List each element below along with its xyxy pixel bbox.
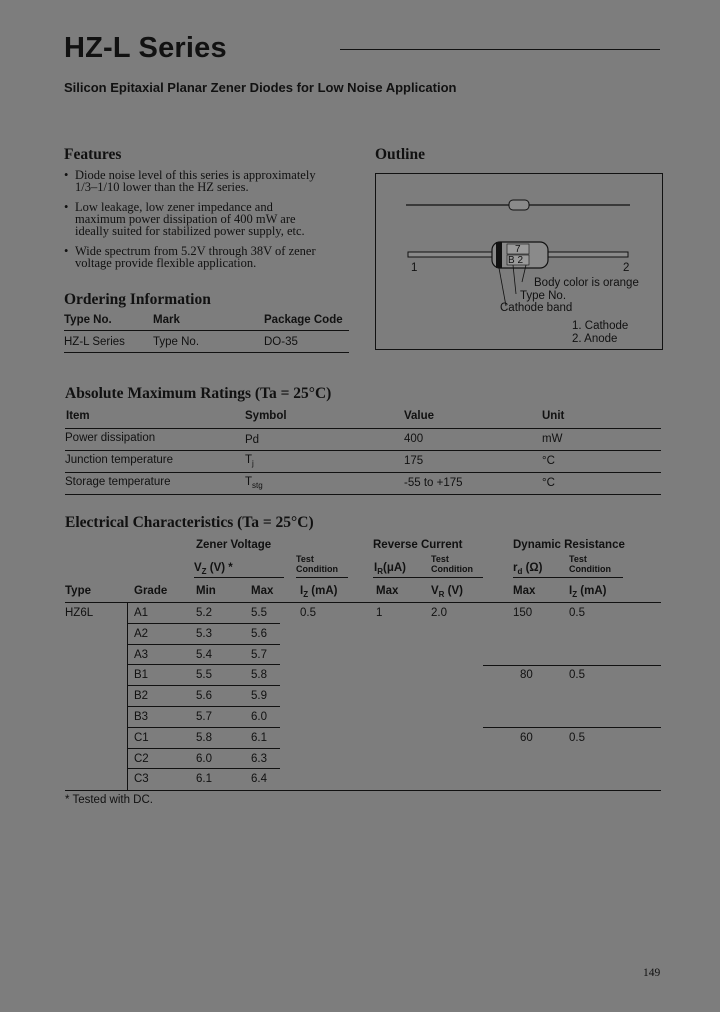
vz-max-cell: 6.3 (251, 753, 267, 765)
grade-cell: C3 (134, 773, 149, 785)
amr-symbol-text: T (245, 454, 253, 466)
iz-symbol: I (300, 585, 304, 597)
vz-min-cell: 5.7 (196, 711, 212, 723)
elec-test-iz: 0.5 (300, 607, 316, 619)
feature-line: maximum power dissipation of 400 mW are (75, 212, 296, 226)
vz-symbol: V (194, 562, 202, 574)
grade-cell: A3 (134, 649, 149, 661)
amr-unit: °C (542, 477, 555, 489)
grade-row-rule (127, 706, 280, 707)
amr-col-value: Value (404, 410, 435, 422)
iz2-unit: (mA) (577, 585, 607, 597)
dyn-rd: 60 (520, 732, 533, 744)
amr-col-unit: Unit (542, 410, 565, 422)
elec-group-rule (194, 577, 284, 578)
vz-max-cell: 5.9 (251, 690, 267, 702)
grade-cell: A1 (134, 607, 149, 619)
vz-min-cell: 5.8 (196, 732, 212, 744)
elec-condition-3: Condition (569, 564, 611, 574)
elec-group-rule (513, 577, 623, 578)
grade-row-rule (127, 748, 280, 749)
pin-label-cathode: 1. Cathode (572, 320, 629, 332)
grade-row-rule (127, 623, 280, 624)
elec-header-rule (65, 602, 661, 603)
vz-min-cell: 5.5 (196, 669, 212, 681)
elec-test-2: Test (431, 554, 449, 564)
rd-sub: d (517, 567, 523, 576)
amr-symbol-text: Pd (245, 434, 260, 446)
grade-row-rule (127, 685, 280, 686)
elec-bottom-rule (65, 790, 661, 791)
vz-sub: Z (201, 567, 207, 576)
amr-bottom-rule (65, 494, 661, 495)
ir-sub: R (377, 567, 383, 576)
grade-row-rule (127, 664, 280, 665)
elec-group-rule (296, 577, 348, 578)
elec-col-type: Type (65, 585, 91, 597)
ordering-cell: DO-35 (264, 336, 298, 348)
amr-item: Power dissipation (65, 432, 156, 444)
vz-max-cell: 5.5 (251, 607, 267, 619)
ordering-cell: HZ-L Series (64, 336, 125, 348)
grade-column-divider (127, 602, 128, 790)
grade-cell: B1 (134, 669, 149, 681)
page-number: 149 (643, 967, 661, 979)
amr-value: 175 (404, 455, 424, 467)
feature-bullet: • (64, 168, 69, 182)
elec-type-value: HZ6L (65, 607, 94, 619)
elec-group-rule (373, 577, 483, 578)
grade-cell: C2 (134, 753, 149, 765)
ordering-col-type: Type No. (64, 314, 112, 326)
page-title: HZ-L Series (64, 32, 227, 64)
amr-col-symbol: Symbol (245, 410, 287, 422)
elec-group-dynamic: Dynamic Resistance (513, 539, 625, 551)
pin-label-anode: 2. Anode (572, 333, 618, 345)
iz2-sub: Z (572, 590, 578, 599)
rd-symbol: r (513, 562, 518, 574)
elec-col-rmax: Max (376, 585, 399, 597)
ir-unit: (μA) (382, 562, 406, 574)
vz-min-cell: 5.4 (196, 649, 212, 661)
vz-max-cell: 6.0 (251, 711, 267, 723)
elec-heading: Electrical Characteristics (Ta = 25°C) (65, 514, 314, 531)
amr-symbol-sub: j (252, 459, 254, 468)
amr-unit: mW (542, 433, 563, 445)
vr-sub: R (438, 590, 445, 599)
amr-row-rule (65, 472, 661, 473)
ordering-col-package: Package Code (264, 314, 343, 326)
pin1-label: 1 (411, 262, 418, 274)
amr-item: Storage temperature (65, 476, 171, 488)
iz2-symbol: I (569, 585, 573, 597)
elec-col-dmax: Max (513, 585, 536, 597)
elec-test-3: Test (569, 554, 587, 564)
amr-symbol (245, 454, 254, 466)
grade-row-rule (127, 644, 280, 645)
amr-col-item: Item (66, 410, 90, 422)
elec-footnote: * Tested with DC. (65, 794, 153, 806)
vz-max-cell: 5.7 (251, 649, 267, 661)
vz-max-cell: 5.8 (251, 669, 267, 681)
amr-symbol-text: T (245, 476, 253, 488)
amr-symbol (245, 434, 259, 446)
elec-test-1: Test (296, 554, 314, 564)
amr-item: Junction temperature (65, 454, 174, 466)
grade-cell: A2 (134, 628, 149, 640)
feature-line: 1/3–1/10 lower than the HZ series. (75, 180, 249, 194)
elec-col-grade: Grade (134, 585, 168, 597)
iz-unit: (mA) (308, 585, 338, 597)
dyn-rd: 150 (513, 607, 533, 619)
dyn-iz: 0.5 (569, 607, 585, 619)
elec-condition-1: Condition (296, 564, 338, 574)
vr-symbol: V (431, 585, 439, 597)
grade-cell: B3 (134, 711, 149, 723)
vz-max-cell: 6.1 (251, 732, 267, 744)
body-color-label: Body color is orange (534, 277, 639, 289)
vz-min-cell: 5.6 (196, 690, 212, 702)
ordering-col-mark: Mark (153, 314, 180, 326)
feature-line: voltage provide flexible application. (75, 256, 257, 270)
marking-top: 7 (515, 244, 521, 255)
vz-min-cell: 5.3 (196, 628, 212, 640)
amr-row-rule (65, 450, 661, 451)
marking-bottom: B 2 (508, 255, 524, 266)
ir-symbol: I (374, 562, 378, 574)
feature-line: Low leakage, low zener impedance and (75, 200, 273, 214)
elec-col-iz (300, 585, 337, 597)
dyn-iz: 0.5 (569, 669, 585, 681)
vz-unit: (V) * (206, 562, 233, 574)
ordering-rule (64, 330, 349, 331)
amr-symbol (245, 476, 263, 488)
elec-condition-2: Condition (431, 564, 473, 574)
pin2-label: 2 (623, 262, 630, 274)
rd-unit: (Ω) (522, 562, 543, 574)
ordering-heading: Ordering Information (64, 291, 211, 308)
title-rule (340, 49, 660, 50)
elec-vr-value: 2.0 (431, 607, 447, 619)
features-heading: Features (64, 146, 122, 163)
vz-min-cell: 6.0 (196, 753, 212, 765)
dyn-iz: 0.5 (569, 732, 585, 744)
vz-max-cell: 5.6 (251, 628, 267, 640)
vr-unit: (V) (444, 585, 463, 597)
elec-col-iz2 (569, 585, 606, 597)
amr-symbol-sub: stg (252, 481, 263, 490)
amr-header-rule (65, 428, 661, 429)
iz-sub: Z (303, 590, 309, 599)
vz-min-cell: 6.1 (196, 773, 212, 785)
page-subtitle: Silicon Epitaxial Planar Zener Diodes for Low Noise Application (64, 80, 457, 95)
dyn-group-rule (483, 727, 661, 728)
elec-ir-header (374, 562, 406, 574)
grade-cell: C1 (134, 732, 149, 744)
ordering-bottom-rule (64, 352, 349, 353)
grade-row-rule (127, 768, 280, 769)
amr-heading: Absolute Maximum Ratings (Ta = 25°C) (65, 385, 332, 402)
feature-bullet: • (64, 200, 69, 214)
outline-heading: Outline (375, 146, 425, 163)
elec-rd-header (513, 562, 542, 574)
elec-group-reverse: Reverse Current (373, 539, 463, 551)
feature-line: Wide spectrum from 5.2V through 38V of zener (75, 244, 316, 258)
type-no-label: Type No. (520, 290, 567, 302)
elec-col-min: Min (196, 585, 216, 597)
vz-min-cell: 5.2 (196, 607, 212, 619)
feature-line: Diode noise level of this series is approximately (75, 168, 316, 182)
cathode-band-label: Cathode band (500, 302, 573, 314)
elec-vz-header (194, 562, 233, 574)
elec-group-zener: Zener Voltage (196, 539, 272, 551)
elec-ir-max: 1 (376, 607, 383, 619)
ordering-cell: Type No. (153, 336, 200, 348)
elec-col-vr (431, 585, 463, 597)
feature-bullet: • (64, 244, 69, 258)
dyn-rd: 80 (520, 669, 533, 681)
grade-row-rule (127, 727, 280, 728)
vz-max-cell: 6.4 (251, 773, 267, 785)
amr-value: 400 (404, 433, 424, 445)
amr-unit: °C (542, 455, 555, 467)
amr-value: -55 to +175 (404, 477, 463, 489)
feature-line: ideally suited for stabilized power supply, etc. (75, 224, 305, 238)
elec-col-max: Max (251, 585, 274, 597)
dyn-group-rule (483, 665, 661, 666)
grade-cell: B2 (134, 690, 149, 702)
